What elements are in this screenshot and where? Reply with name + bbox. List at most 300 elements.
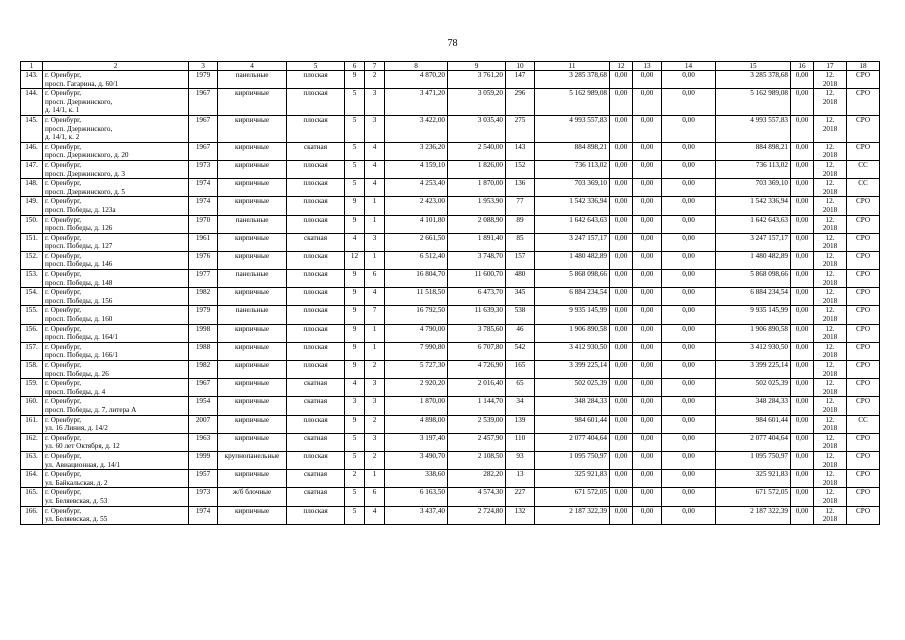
entrance-count: 4	[365, 160, 385, 178]
col-14-value: 0,00	[662, 197, 716, 215]
column-number-13: 13	[633, 62, 662, 71]
col-15-value: 502 025,39	[716, 379, 791, 397]
col-16-value: 0,00	[791, 361, 814, 379]
planned-date-line: 12.	[825, 379, 835, 388]
planned-date-line: 2018	[822, 224, 838, 233]
fund-method: СРО	[847, 306, 880, 324]
address-line: г. Оренбург,	[45, 488, 82, 497]
fund-method: СС	[847, 415, 880, 433]
floor-count: 5	[345, 160, 365, 178]
planned-date	[814, 233, 847, 251]
row-number: 150.	[21, 215, 43, 233]
col-14-value: 0,00	[662, 342, 716, 360]
col-16-value: 0,00	[791, 451, 814, 469]
floor-count: 9	[345, 361, 365, 379]
column-number-7: 7	[365, 62, 385, 71]
col-14-value: 0,00	[662, 89, 716, 116]
planned-date	[814, 361, 847, 379]
col-15-value: 671 572,05	[716, 488, 791, 506]
total-cost: 703 369,10	[535, 179, 610, 197]
table-row	[21, 89, 880, 116]
col-14-value: 0,00	[662, 306, 716, 324]
wall-material: панельные	[218, 71, 287, 89]
living-area: 2 724,80	[448, 506, 506, 524]
address-line: г. Оренбург,	[45, 415, 82, 424]
planned-date-line: 12.	[825, 71, 835, 79]
floor-count: 9	[345, 270, 365, 288]
table-row	[21, 397, 880, 415]
table-row	[21, 160, 880, 178]
roof-type: скатная	[287, 233, 345, 251]
planned-date	[814, 71, 847, 89]
column-number-6: 6	[345, 62, 365, 71]
col-16-value: 0,00	[791, 379, 814, 397]
col-12-value: 0,00	[610, 433, 633, 451]
living-area: 3 785,60	[448, 324, 506, 342]
row-number: 143.	[21, 71, 43, 89]
fund-method: СРО	[847, 71, 880, 89]
fund-method: СРО	[847, 89, 880, 116]
col-16-value: 0,00	[791, 342, 814, 360]
roof-type: плоская	[287, 71, 345, 89]
resident-count: 147	[506, 71, 535, 89]
year-built: 1974	[189, 179, 218, 197]
col-16-value: 0,00	[791, 470, 814, 488]
col-14-value: 0,00	[662, 142, 716, 160]
wall-material: ж/б блочные	[218, 488, 287, 506]
column-number-16: 16	[791, 62, 814, 71]
total-cost: 2 077 404,64	[535, 433, 610, 451]
planned-date	[814, 470, 847, 488]
planned-date-line: 12.	[825, 160, 835, 169]
roof-type: скатная	[287, 397, 345, 415]
entrance-count: 3	[365, 115, 385, 142]
roof-type: плоская	[287, 270, 345, 288]
address	[43, 470, 189, 488]
resident-count: 65	[506, 379, 535, 397]
col-15-value: 2 077 404,64	[716, 433, 791, 451]
living-area: 4 574,30	[448, 488, 506, 506]
address	[43, 233, 189, 251]
fund-method: СРО	[847, 488, 880, 506]
col-12-value: 0,00	[610, 415, 633, 433]
living-area: 2 108,50	[448, 451, 506, 469]
col-16-value: 0,00	[791, 179, 814, 197]
row-number: 163.	[21, 451, 43, 469]
address	[43, 288, 189, 306]
entrance-count: 3	[365, 233, 385, 251]
planned-date	[814, 433, 847, 451]
planned-date-line: 12.	[825, 215, 835, 224]
address-line: г. Оренбург,	[45, 506, 82, 515]
table-row	[21, 488, 880, 506]
total-cost: 348 284,33	[535, 397, 610, 415]
wall-material: кирпичные	[218, 115, 287, 142]
fund-method: СРО	[847, 379, 880, 397]
resident-count: 77	[506, 197, 535, 215]
planned-date	[814, 270, 847, 288]
row-number: 146.	[21, 142, 43, 160]
entrance-count: 4	[365, 179, 385, 197]
address	[43, 361, 189, 379]
col-13-value: 0,00	[633, 142, 662, 160]
year-built: 1982	[189, 288, 218, 306]
row-number: 148.	[21, 179, 43, 197]
address-line: ул. 16 Линия, д. 14/2	[45, 424, 108, 433]
col-16-value: 0,00	[791, 233, 814, 251]
address-line: г. Оренбург,	[45, 470, 82, 479]
total-cost: 6 884 234,54	[535, 288, 610, 306]
year-built: 1967	[189, 142, 218, 160]
year-built: 1973	[189, 160, 218, 178]
fund-method: СРО	[847, 142, 880, 160]
floor-count: 5	[345, 488, 365, 506]
resident-count: 538	[506, 306, 535, 324]
fund-method: СРО	[847, 470, 880, 488]
planned-date-line: 12.	[825, 451, 835, 460]
row-number: 147.	[21, 160, 43, 178]
col-16-value: 0,00	[791, 397, 814, 415]
address	[43, 379, 189, 397]
col-14-value: 0,00	[662, 324, 716, 342]
year-built: 1973	[189, 488, 218, 506]
planned-date-line: 2018	[822, 333, 838, 342]
living-area: 11 600,70	[448, 270, 506, 288]
wall-material: кирпичные	[218, 342, 287, 360]
living-area: 2 540,00	[448, 142, 506, 160]
col-12-value: 0,00	[610, 451, 633, 469]
address	[43, 451, 189, 469]
address-line: просп. Дзержинского,	[45, 97, 113, 106]
living-area: 4 726,90	[448, 361, 506, 379]
entrance-count: 3	[365, 397, 385, 415]
address-line: просп. Дзержинского,	[45, 124, 113, 133]
planned-date-line: 12.	[825, 142, 835, 151]
address-line: просп. Победы, д. 156	[45, 296, 113, 305]
table-row	[21, 451, 880, 469]
col-14-value: 0,00	[662, 115, 716, 142]
col-13-value: 0,00	[633, 470, 662, 488]
col-12-value: 0,00	[610, 342, 633, 360]
resident-count: 46	[506, 324, 535, 342]
living-area: 1 953,90	[448, 197, 506, 215]
address-line: ул. Авиационная, д. 14/1	[45, 460, 121, 469]
address-line: г. Оренбург,	[45, 71, 82, 79]
table-row	[21, 233, 880, 251]
fund-method: СРО	[847, 433, 880, 451]
planned-date	[814, 160, 847, 178]
address	[43, 71, 189, 89]
col-14-value: 0,00	[662, 361, 716, 379]
column-number-15: 15	[716, 62, 791, 71]
fund-method: СРО	[847, 197, 880, 215]
col-15-value: 3 247 157,17	[716, 233, 791, 251]
address	[43, 160, 189, 178]
year-built: 1967	[189, 115, 218, 142]
col-14-value: 0,00	[662, 470, 716, 488]
address-line: просп. Победы, д. 126	[45, 224, 113, 233]
total-cost: 1 480 482,89	[535, 251, 610, 269]
planned-date-line: 12.	[825, 415, 835, 424]
total-area: 6 163,50	[385, 488, 448, 506]
col-13-value: 0,00	[633, 324, 662, 342]
col-13-value: 0,00	[633, 397, 662, 415]
roof-type: плоская	[287, 160, 345, 178]
address-line: просп. Победы, д. 127	[45, 242, 113, 251]
resident-count: 139	[506, 415, 535, 433]
table-row	[21, 288, 880, 306]
address-line: г. Оренбург,	[45, 288, 82, 297]
column-number-3: 3	[189, 62, 218, 71]
wall-material: кирпичные	[218, 288, 287, 306]
col-15-value: 5 162 989,08	[716, 89, 791, 116]
page-number: 78	[447, 38, 458, 49]
wall-material: кирпичные	[218, 89, 287, 116]
total-cost: 736 113,02	[535, 160, 610, 178]
col-12-value: 0,00	[610, 324, 633, 342]
address-line: г. Оренбург,	[45, 451, 82, 460]
row-number: 154.	[21, 288, 43, 306]
entrance-count: 3	[365, 89, 385, 116]
col-15-value: 9 935 145,99	[716, 306, 791, 324]
row-number: 144.	[21, 89, 43, 116]
entrance-count: 3	[365, 433, 385, 451]
row-number: 164.	[21, 470, 43, 488]
address-line: г. Оренбург,	[45, 342, 82, 351]
resident-count: 143	[506, 142, 535, 160]
planned-date-line: 2018	[822, 442, 838, 451]
wall-material: кирпичные	[218, 251, 287, 269]
planned-date	[814, 342, 847, 360]
address-line: просп. Гагарина, д. 60/1	[45, 79, 119, 88]
entrance-count: 1	[365, 197, 385, 215]
floor-count: 5	[345, 142, 365, 160]
planned-date-line: 12.	[825, 233, 835, 242]
planned-date-line: 12.	[825, 115, 835, 124]
roof-type: плоская	[287, 342, 345, 360]
col-14-value: 0,00	[662, 233, 716, 251]
wall-material: кирпичные	[218, 361, 287, 379]
fund-method: СРО	[847, 215, 880, 233]
total-area: 3 197,40	[385, 433, 448, 451]
total-cost: 3 247 157,17	[535, 233, 610, 251]
planned-date	[814, 506, 847, 524]
planned-date-line: 2018	[822, 369, 838, 378]
table-row	[21, 324, 880, 342]
address-line: ул. Байкальская, д. 2	[45, 478, 108, 487]
roof-type: скатная	[287, 433, 345, 451]
col-14-value: 0,00	[662, 451, 716, 469]
row-number: 161.	[21, 415, 43, 433]
address-line: просп. Победы, д. 148	[45, 278, 113, 287]
col-13-value: 0,00	[633, 197, 662, 215]
col-16-value: 0,00	[791, 160, 814, 178]
living-area: 3 059,20	[448, 89, 506, 116]
col-15-value: 348 284,33	[716, 397, 791, 415]
col-15-value: 736 113,02	[716, 160, 791, 178]
planned-date	[814, 397, 847, 415]
total-area: 11 518,50	[385, 288, 448, 306]
row-number: 156.	[21, 324, 43, 342]
roof-type: плоская	[287, 415, 345, 433]
col-14-value: 0,00	[662, 506, 716, 524]
total-cost: 1 542 336,94	[535, 197, 610, 215]
col-16-value: 0,00	[791, 71, 814, 89]
planned-date	[814, 379, 847, 397]
entrance-count: 2	[365, 71, 385, 89]
planned-date-line: 2018	[822, 405, 838, 414]
table-row	[21, 379, 880, 397]
planned-date-line: 12.	[825, 361, 835, 369]
col-16-value: 0,00	[791, 197, 814, 215]
col-13-value: 0,00	[633, 288, 662, 306]
floor-count: 5	[345, 433, 365, 451]
col-12-value: 0,00	[610, 251, 633, 269]
planned-date-line: 2018	[822, 424, 838, 433]
wall-material: панельные	[218, 306, 287, 324]
address-line: г. Оренбург,	[45, 215, 82, 224]
address-line: д. 14/1, к. 1	[45, 106, 80, 115]
planned-date-line: 12.	[825, 342, 835, 351]
fund-method: СРО	[847, 361, 880, 379]
col-13-value: 0,00	[633, 433, 662, 451]
planned-date-line: 2018	[822, 79, 838, 88]
col-15-value: 1 542 336,94	[716, 197, 791, 215]
col-12-value: 0,00	[610, 89, 633, 116]
roof-type: плоская	[287, 306, 345, 324]
floor-count: 3	[345, 397, 365, 415]
entrance-count: 4	[365, 288, 385, 306]
resident-count: 13	[506, 470, 535, 488]
column-number-10: 10	[506, 62, 535, 71]
col-16-value: 0,00	[791, 142, 814, 160]
col-15-value: 703 369,10	[716, 179, 791, 197]
address-line: г. Оренбург,	[45, 397, 82, 406]
col-14-value: 0,00	[662, 179, 716, 197]
col-16-value: 0,00	[791, 306, 814, 324]
address-line: г. Оренбург,	[45, 306, 82, 315]
planned-date-line: 2018	[822, 169, 838, 178]
planned-date-line: 2018	[822, 124, 838, 133]
wall-material: кирпичные	[218, 179, 287, 197]
column-number-2: 2	[43, 62, 189, 71]
total-area: 3 471,20	[385, 89, 448, 116]
entrance-count: 1	[365, 342, 385, 360]
fund-method: СРО	[847, 324, 880, 342]
wall-material: крупнопанельные	[218, 451, 287, 469]
roof-type: плоская	[287, 89, 345, 116]
planned-date-line: 12.	[825, 288, 835, 297]
year-built: 1979	[189, 71, 218, 89]
table-row	[21, 361, 880, 379]
table-row	[21, 433, 880, 451]
floor-count: 4	[345, 233, 365, 251]
col-13-value: 0,00	[633, 233, 662, 251]
living-area: 1 826,00	[448, 160, 506, 178]
wall-material: кирпичные	[218, 415, 287, 433]
living-area: 3 748,70	[448, 251, 506, 269]
floor-count: 2	[345, 470, 365, 488]
roof-type: плоская	[287, 506, 345, 524]
planned-date	[814, 488, 847, 506]
address-line: ул. Беляевская, д. 55	[45, 515, 108, 524]
living-area: 2 016,40	[448, 379, 506, 397]
total-area: 4 253,40	[385, 179, 448, 197]
planned-date	[814, 179, 847, 197]
living-area: 1 891,40	[448, 233, 506, 251]
address	[43, 142, 189, 160]
roof-type: плоская	[287, 179, 345, 197]
year-built: 1982	[189, 361, 218, 379]
col-13-value: 0,00	[633, 488, 662, 506]
total-area: 3 422,00	[385, 115, 448, 142]
wall-material: панельные	[218, 215, 287, 233]
table-row	[21, 71, 880, 89]
col-15-value: 1 906 890,58	[716, 324, 791, 342]
total-cost: 325 921,83	[535, 470, 610, 488]
address	[43, 270, 189, 288]
col-15-value: 1 480 482,89	[716, 251, 791, 269]
roof-type: плоская	[287, 324, 345, 342]
col-13-value: 0,00	[633, 270, 662, 288]
col-15-value: 984 601,44	[716, 415, 791, 433]
row-number: 159.	[21, 379, 43, 397]
year-built: 1976	[189, 251, 218, 269]
total-area: 4 159,10	[385, 160, 448, 178]
col-12-value: 0,00	[610, 361, 633, 379]
living-area: 2 539,00	[448, 415, 506, 433]
resident-count: 136	[506, 179, 535, 197]
col-15-value: 4 993 557,83	[716, 115, 791, 142]
entrance-count: 1	[365, 324, 385, 342]
year-built: 1970	[189, 215, 218, 233]
planned-date-line: 12.	[825, 197, 835, 206]
col-16-value: 0,00	[791, 415, 814, 433]
floor-count: 12	[345, 251, 365, 269]
floor-count: 9	[345, 306, 365, 324]
total-area: 4 790,00	[385, 324, 448, 342]
resident-count: 542	[506, 342, 535, 360]
col-12-value: 0,00	[610, 179, 633, 197]
living-area: 1 870,00	[448, 179, 506, 197]
housing-table	[20, 61, 880, 525]
address-line: г. Оренбург,	[45, 433, 82, 442]
row-number: 162.	[21, 433, 43, 451]
living-area: 3 761,20	[448, 71, 506, 89]
wall-material: кирпичные	[218, 160, 287, 178]
year-built: 1974	[189, 197, 218, 215]
col-13-value: 0,00	[633, 71, 662, 89]
col-15-value: 2 187 322,39	[716, 506, 791, 524]
wall-material: кирпичные	[218, 324, 287, 342]
resident-count: 89	[506, 215, 535, 233]
table-row	[21, 470, 880, 488]
address	[43, 433, 189, 451]
total-area: 3 490,70	[385, 451, 448, 469]
address	[43, 488, 189, 506]
resident-count: 296	[506, 89, 535, 116]
col-13-value: 0,00	[633, 215, 662, 233]
col-13-value: 0,00	[633, 361, 662, 379]
col-12-value: 0,00	[610, 306, 633, 324]
total-area: 2 423,00	[385, 197, 448, 215]
entrance-count: 2	[365, 451, 385, 469]
year-built: 1988	[189, 342, 218, 360]
planned-date	[814, 215, 847, 233]
table-row	[21, 215, 880, 233]
col-16-value: 0,00	[791, 433, 814, 451]
roof-type: скатная	[287, 470, 345, 488]
